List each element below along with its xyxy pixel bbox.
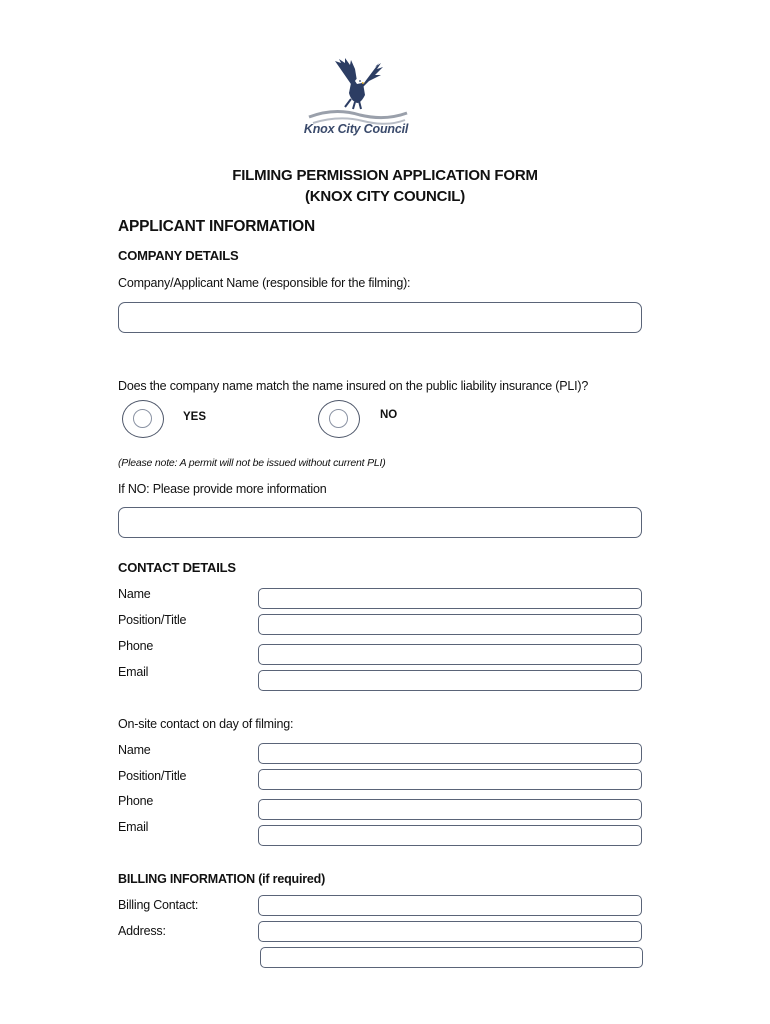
- onsite-phone-input[interactable]: [258, 799, 642, 820]
- onsite-name-input[interactable]: [258, 743, 642, 764]
- contact-name-label: Name: [118, 587, 151, 601]
- pli-no-radio[interactable]: [318, 400, 360, 438]
- form-subtitle: (KNOX CITY COUNCIL): [304, 188, 466, 205]
- pli-note: (Please note: A permit will not be issued without current PLI): [118, 457, 386, 469]
- applicant-heading: APPLICANT INFORMATION: [118, 218, 315, 235]
- onsite-position-label: Position/Title: [118, 769, 187, 783]
- billing-heading: BILLING INFORMATION (if required): [118, 872, 326, 886]
- form-title: FILMING PERMISSION APPLICATION FORM: [232, 167, 538, 184]
- radio-circle-icon: [133, 409, 152, 428]
- onsite-email-input[interactable]: [258, 825, 642, 846]
- more-info-input[interactable]: [118, 507, 642, 538]
- billing-address-input-line2[interactable]: [260, 947, 643, 968]
- pli-no-label: NO: [380, 409, 398, 421]
- more-info-label: If NO: Please provide more information: [118, 482, 327, 496]
- company-name-label: Company/Applicant Name (responsible for the filming):: [118, 276, 411, 290]
- company-name-input[interactable]: [118, 302, 642, 333]
- billing-contact-label: Billing Contact:: [118, 898, 199, 912]
- contact-email-label: Email: [118, 665, 149, 679]
- company-details-heading: COMPANY DETAILS: [118, 248, 239, 263]
- contact-position-input[interactable]: [258, 614, 642, 635]
- radio-circle-icon: [329, 409, 348, 428]
- contact-phone-label: Phone: [118, 639, 154, 653]
- contact-phone-input[interactable]: [258, 644, 642, 665]
- contact-position-label: Position/Title: [118, 613, 187, 627]
- pli-yes-label: YES: [183, 411, 207, 423]
- onsite-contact-label: On-site contact on day of filming:: [118, 717, 294, 731]
- contact-email-input[interactable]: [258, 670, 642, 691]
- contact-name-input[interactable]: [258, 588, 642, 609]
- pli-yes-radio[interactable]: [122, 400, 164, 438]
- contact-details-heading: CONTACT DETAILS: [118, 560, 236, 575]
- onsite-position-input[interactable]: [258, 769, 642, 790]
- billing-address-label: Address:: [118, 924, 166, 938]
- billing-contact-input[interactable]: [258, 895, 642, 916]
- onsite-name-label: Name: [118, 743, 151, 757]
- onsite-phone-label: Phone: [118, 794, 154, 808]
- onsite-email-label: Email: [118, 820, 149, 834]
- billing-address-input-line1[interactable]: [258, 921, 642, 942]
- org-name: Knox City Council: [303, 122, 409, 136]
- pli-question: Does the company name match the name insured on the public liability insurance (PLI)?: [118, 379, 589, 393]
